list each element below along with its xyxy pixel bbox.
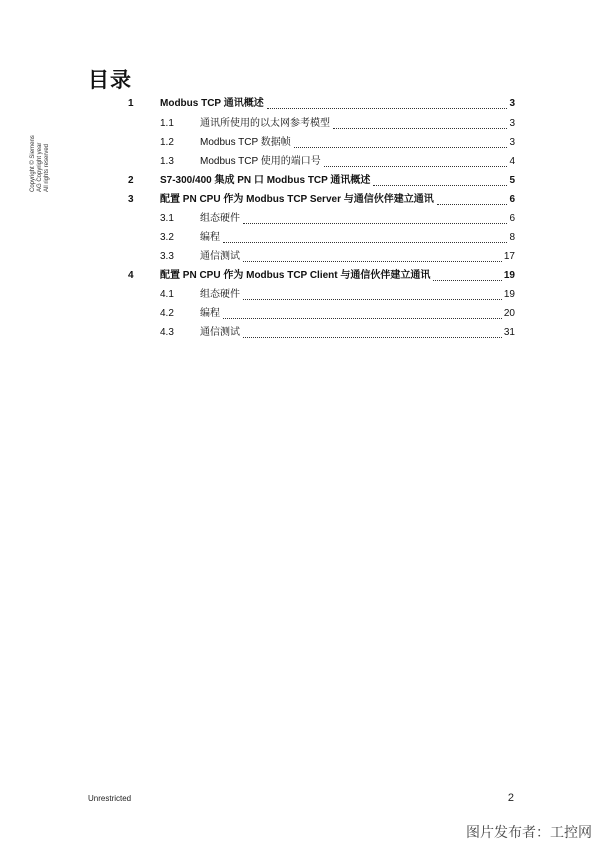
toc-number: 4.2 — [160, 308, 174, 319]
page-title: 目录 — [88, 68, 132, 92]
copyright-line: AG Copyright year — [37, 142, 43, 192]
toc-entry[interactable] — [0, 306, 600, 322]
dot-leader — [294, 147, 508, 148]
toc-page-number: 3 — [509, 137, 515, 148]
toc-number: 1.3 — [160, 156, 174, 167]
toc-label: 通信测试 — [200, 251, 240, 262]
dot-leader — [333, 128, 507, 129]
toc-entry[interactable] — [0, 154, 600, 170]
toc-page-number: 3 — [509, 98, 515, 109]
copyright-line: Copyright © Siemens — [30, 135, 36, 192]
dot-leader — [267, 108, 508, 109]
dot-leader — [243, 299, 502, 300]
toc-number: 3.2 — [160, 232, 174, 243]
page-number: 2 — [507, 792, 514, 804]
toc-number: 3.1 — [160, 213, 174, 224]
dot-leader — [243, 337, 502, 338]
classification-label: Unrestricted — [88, 794, 132, 803]
toc-label: S7-300/400 集成 PN 口 Modbus TCP 通讯概述 — [160, 175, 371, 186]
toc-page-number: 3 — [509, 118, 515, 129]
toc-number: 1.2 — [160, 137, 174, 148]
dot-leader — [324, 166, 508, 167]
toc-number: 1 — [128, 98, 134, 109]
toc-entry[interactable] — [0, 116, 600, 132]
toc-page-number: 19 — [503, 289, 515, 300]
toc-entry[interactable] — [0, 287, 600, 303]
toc-entry[interactable] — [0, 173, 600, 189]
toc-entry[interactable] — [0, 135, 600, 151]
toc-label: 配置 PN CPU 作为 Modbus TCP Client 与通信伙伴建立通讯 — [160, 270, 431, 281]
toc-page-number: 5 — [509, 175, 515, 186]
toc-entry[interactable] — [0, 211, 600, 227]
toc-page-number: 6 — [509, 194, 515, 205]
toc-entry[interactable] — [0, 96, 600, 112]
toc-label: Modbus TCP 通讯概述 — [160, 98, 264, 109]
dot-leader — [373, 185, 507, 186]
toc-label: 编程 — [200, 232, 220, 243]
toc-number: 1.1 — [160, 118, 174, 129]
publisher-watermark: 图片发布者：工控网 — [466, 825, 592, 841]
toc-label: 配置 PN CPU 作为 Modbus TCP Server 与通信伙伴建立通讯 — [160, 194, 434, 205]
toc-entry[interactable] — [0, 192, 600, 208]
toc-page-number: 19 — [503, 270, 515, 281]
toc-label: Modbus TCP 数据帧 — [200, 137, 291, 148]
toc-number: 4.3 — [160, 327, 174, 338]
dot-leader — [433, 280, 501, 281]
toc-label: Modbus TCP 使用的端口号 — [200, 156, 321, 167]
dot-leader — [243, 223, 507, 224]
toc-page-number: 20 — [503, 308, 515, 319]
toc-label: 通讯所使用的以太网参考模型 — [200, 118, 330, 129]
toc-page-number: 4 — [509, 156, 515, 167]
toc-entry[interactable] — [0, 268, 600, 284]
copyright-line: All rights reserved — [44, 143, 50, 192]
toc-page-number: 17 — [503, 251, 515, 262]
toc-number: 3.3 — [160, 251, 174, 262]
toc-number: 3 — [128, 194, 134, 205]
toc-number: 2 — [128, 175, 134, 186]
toc-page-number: 6 — [509, 213, 515, 224]
dot-leader — [243, 261, 502, 262]
toc-entry[interactable] — [0, 249, 600, 265]
toc-entry[interactable] — [0, 325, 600, 341]
dot-leader — [223, 242, 507, 243]
toc-number: 4.1 — [160, 289, 174, 300]
toc-entry[interactable] — [0, 230, 600, 246]
dot-leader — [223, 318, 502, 319]
toc-number: 4 — [128, 270, 134, 281]
toc-label: 编程 — [200, 308, 220, 319]
toc-page-number: 31 — [503, 327, 515, 338]
toc-label: 组态硬件 — [200, 213, 240, 224]
dot-leader — [437, 204, 508, 205]
toc-label: 组态硬件 — [200, 289, 240, 300]
toc-label: 通信测试 — [200, 327, 240, 338]
toc-page-number: 8 — [509, 232, 515, 243]
